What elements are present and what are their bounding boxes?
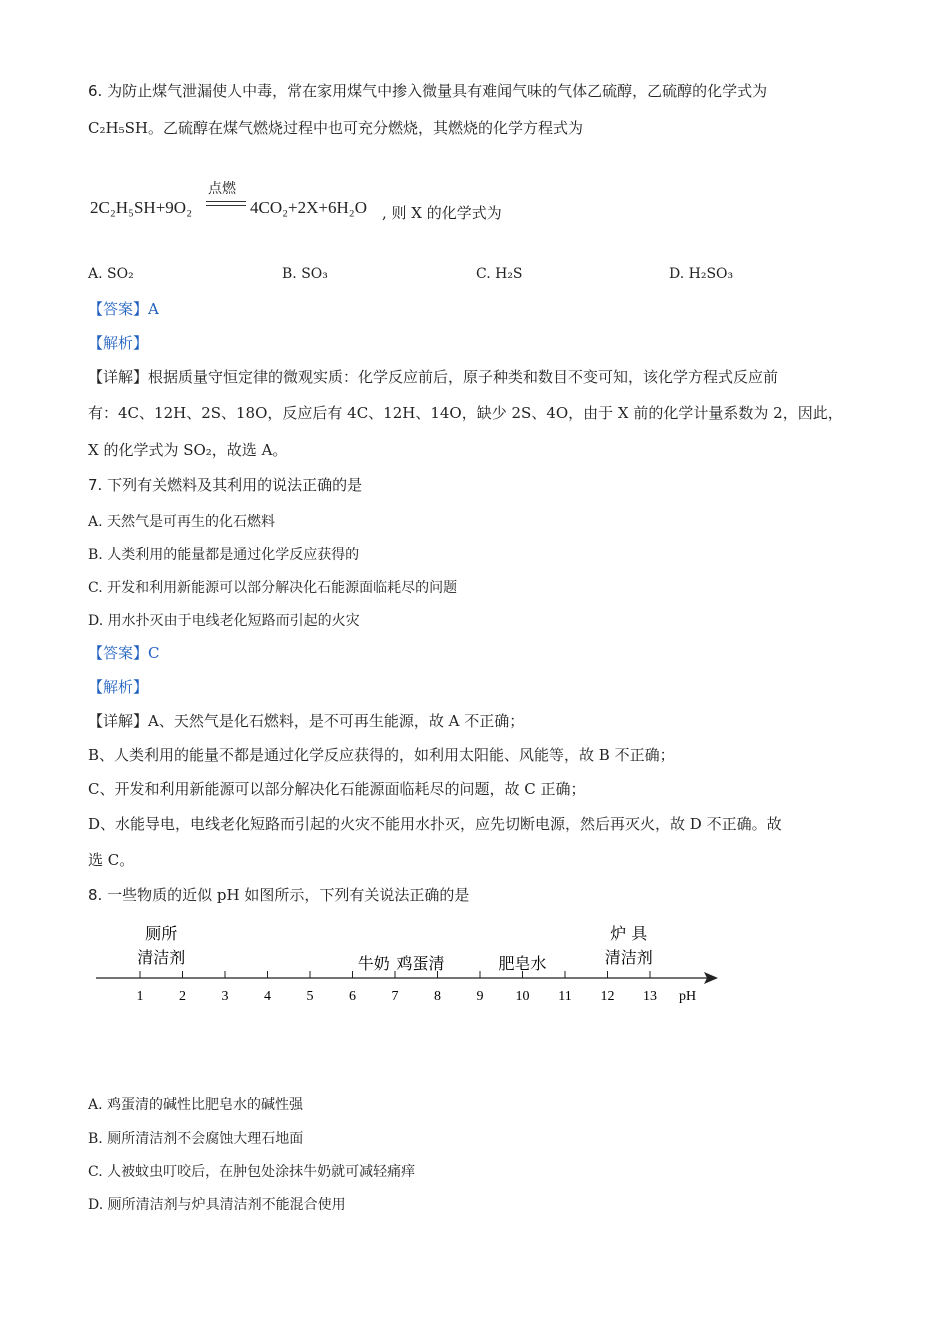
q6-detail-2: 有：4C、12H、2S、18O，反应后有 4C、12H、14O，缺少 2S、4O，由于 X 前的化学计量系数为 2，因此，	[88, 404, 843, 422]
q6-detail-3: X 的化学式为 SO₂，故选 A。	[88, 441, 288, 459]
q7-option-d: D. 用水扑灭由于电线老化短路而引起的火灾	[88, 613, 360, 629]
q6-chemical-equation	[90, 178, 530, 228]
q6-analysis-heading: 【解析】	[88, 334, 149, 352]
q6-stem-line-2: C₂H₅SH。乙硫醇在煤气燃烧过程中也可充分燃烧，其燃烧的化学方程式为	[88, 119, 583, 137]
q6-detail-1: 【详解】根据质量守恒定律的微观实质：化学反应前后，原子种类和数目不变可知，该化学方程式反应前	[88, 368, 779, 386]
q6-option-a: A. SO₂	[88, 266, 134, 282]
ph-substance-label: 清洁剂	[137, 948, 186, 967]
equation-reactants: 2C₂H₅SH+9O₂	[90, 198, 192, 217]
q7-detail-4: D、水能导电，电线老化短路而引起的火灾不能用水扑灭，应先切断电源，然后再灭火，故 D 不正确。故	[88, 815, 782, 833]
equation-equals-sign	[206, 201, 246, 206]
ph-substance-label: 清洁剂	[604, 948, 653, 967]
q6-option-d: D. H₂SO₃	[669, 266, 734, 282]
ph-tick-label: 2	[179, 989, 186, 1004]
ph-tick-label: 13	[643, 989, 657, 1004]
q7-detail-3: C、开发和利用新能源可以部分解决化石能源面临耗尽的问题，故 C 正确；	[88, 780, 586, 798]
ph-tick-label: 11	[558, 989, 572, 1004]
ph-tick-label: 3	[221, 989, 229, 1004]
ph-tick-label: 1	[136, 989, 144, 1004]
equation-condition: 点燃	[208, 181, 236, 197]
q8-number: 8.	[88, 886, 103, 904]
q8-option-d: D. 厕所清洁剂与炉具清洁剂不能混合使用	[88, 1197, 346, 1213]
equation-question: , 则 X 的化学式为	[382, 204, 502, 222]
q6-number: 6.	[88, 82, 103, 100]
q7-option-a: A. 天然气是可再生的化石燃料	[88, 514, 276, 530]
q7-analysis-heading: 【解析】	[88, 678, 149, 696]
ph-tick-label: 6	[349, 989, 356, 1004]
q8-stem-line	[88, 885, 469, 905]
q7-detail-1: 【详解】A、天然气是化石燃料，是不可再生能源，故 A 不正确；	[88, 712, 525, 730]
ph-substance-label: 厕所	[145, 924, 178, 943]
ph-substance-label: 鸡蛋清	[396, 954, 445, 973]
q7-stem-text: 下列有关燃料及其利用的说法正确的是	[107, 476, 363, 494]
ph-tick-label: 5	[306, 989, 314, 1004]
ph-tick-label: 8	[434, 989, 441, 1004]
ph-tick-label: 9	[476, 989, 484, 1004]
ph-substance-label: 肥皂水	[498, 954, 547, 973]
ph-tick-label: 4	[264, 989, 271, 1004]
ph-tick-label: 7	[391, 989, 399, 1004]
q6-answer: 【答案】A	[88, 300, 159, 318]
q8-option-b: B. 厕所清洁剂不会腐蚀大理石地面	[88, 1131, 304, 1147]
q8-stem-text: 一些物质的近似 pH 如图所示，下列有关说法正确的是	[107, 886, 470, 904]
q7-stem-line	[88, 475, 362, 495]
equation-products: 4CO₂+2X+6H₂O	[250, 198, 367, 217]
ph-substance-label: 炉 具	[610, 924, 648, 943]
ph-tick-label: 12	[600, 989, 615, 1004]
q6-option-c: C. H₂S	[476, 266, 523, 282]
q7-detail-2: B、人类利用的能量不都是通过化学反应获得的，如利用太阳能、风能等，故 B 不正确；	[88, 746, 675, 764]
q7-option-b: B. 人类利用的能量都是通过化学反应获得的	[88, 547, 360, 563]
ph-scale-figure	[0, 915, 950, 1015]
ph-axis-label: pH	[679, 989, 697, 1004]
q6-stem-text-1: 为防止煤气泄漏使人中毒，常在家用煤气中掺入微量具有难闻气味的气体乙硫醇，乙硫醇的化学式为	[107, 82, 768, 100]
q6-stem-line-1	[88, 81, 767, 101]
q6-option-b: B. SO₃	[282, 266, 328, 282]
q8-option-c: C. 人被蚊虫叮咬后，在肿包处涂抹牛奶就可减轻痛痒	[88, 1164, 416, 1180]
q7-option-c: C. 开发和利用新能源可以部分解决化石能源面临耗尽的问题	[88, 580, 458, 596]
q7-number: 7.	[88, 476, 103, 494]
ph-substance-label: 牛奶	[357, 954, 390, 973]
q7-answer: 【答案】C	[88, 644, 160, 662]
q8-option-a: A. 鸡蛋清的碱性比肥皂水的碱性强	[88, 1097, 304, 1113]
q7-detail-5: 选 C。	[88, 851, 135, 869]
ph-tick-label: 10	[515, 989, 530, 1004]
